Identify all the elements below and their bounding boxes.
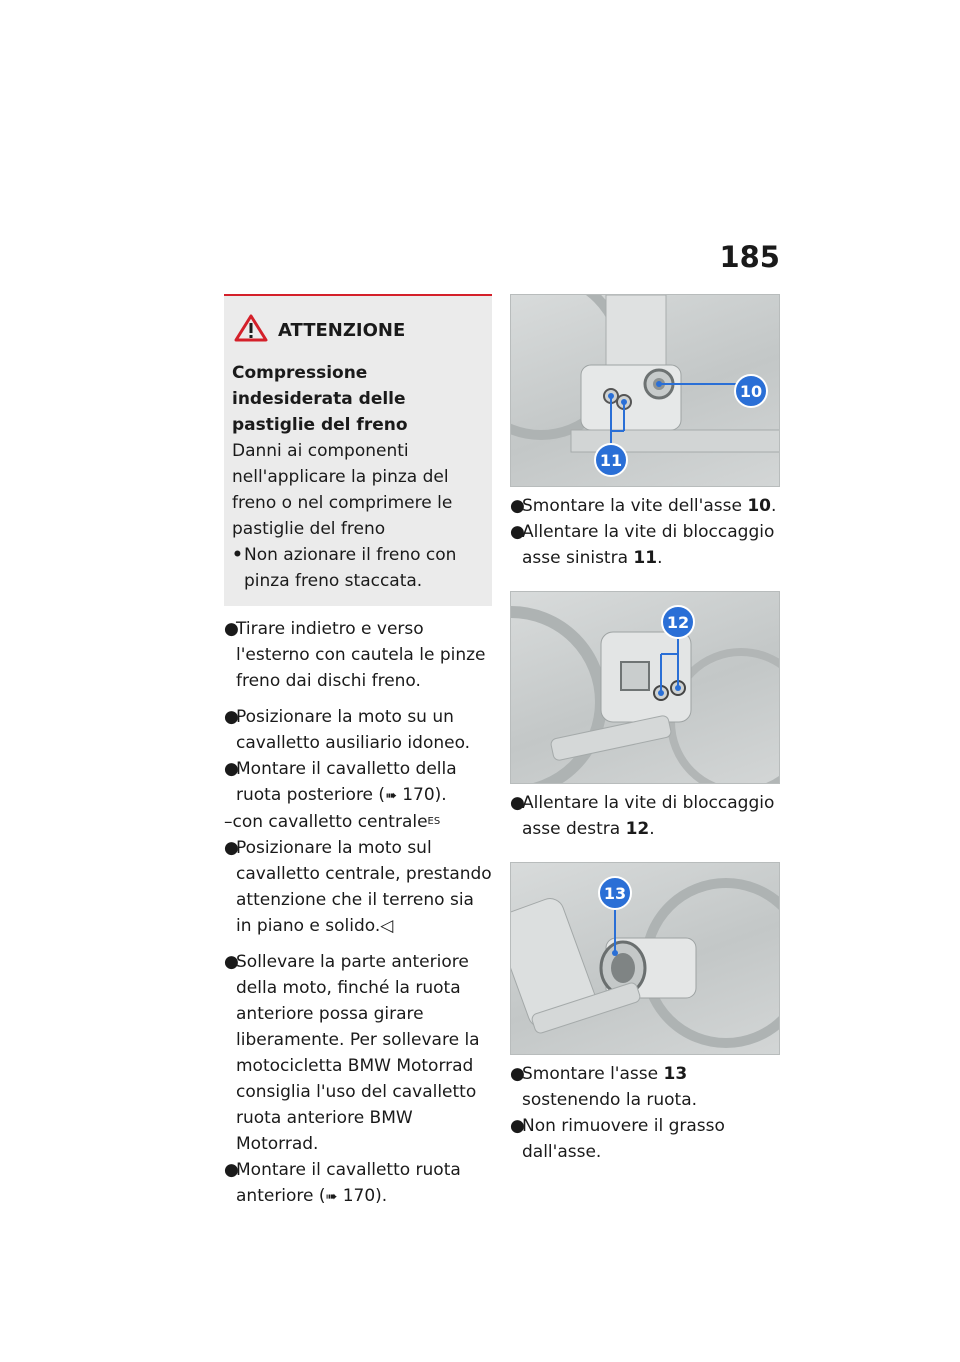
step-text: Tirare indietro e verso l'esterno con cautela le pinze freno dai dischi freno. <box>236 619 486 691</box>
step-text: Posizionare la moto sul cavalletto centrale, prestando attenzione che il terreno sia in piano e solido. <box>236 838 492 936</box>
right-steps-2 <box>510 790 780 842</box>
step-item <box>510 493 780 519</box>
warning-bullet <box>232 542 484 594</box>
step-callout-number: 12 <box>625 819 650 839</box>
step-text: Montare il cavalletto ruota anteriore ( <box>236 1160 461 1206</box>
callout-11-label: 11 <box>599 451 623 470</box>
step-text-part: . <box>770 496 777 516</box>
step-text: Non rimuovere il grasso dall'asse. <box>522 1116 725 1162</box>
dash-icon: – <box>224 812 233 832</box>
step-text-part: Smontare l'asse <box>522 1064 664 1084</box>
step-item <box>224 949 492 1157</box>
page-reference[interactable]: 170). <box>342 1186 388 1206</box>
page-reference-arrow-icon[interactable]: ➠ <box>325 1189 338 1205</box>
page-reference[interactable]: 170). <box>402 785 447 805</box>
bullet-dot-icon: ● <box>510 1064 525 1084</box>
bullet-dot-icon: ● <box>224 619 239 639</box>
right-steps-3 <box>510 1061 780 1165</box>
bullet-dot-icon: ● <box>510 522 525 542</box>
warning-bullet-text: Non azionare il freno con pinza freno staccata. <box>244 545 457 591</box>
warning-box <box>224 294 492 606</box>
bullet-dot-icon: ● <box>224 1160 239 1180</box>
step-text-part: sostenendo la ruota. <box>522 1090 698 1110</box>
step-text <box>522 519 780 571</box>
bullet-dot-icon: • <box>232 545 243 565</box>
step-text: Posizionare la moto su un cavalletto ausiliario idoneo. <box>236 707 471 753</box>
step-callout-number: 10 <box>747 496 771 516</box>
step-text-with-ref <box>236 756 492 809</box>
warning-subtitle: Compressione indesiderata delle pastiglie del freno <box>232 363 408 435</box>
step-text <box>522 493 780 519</box>
step-text-with-ref <box>236 1157 492 1210</box>
step-item <box>510 519 780 571</box>
figure-axle-screw-photo <box>510 294 780 487</box>
end-mark-icon: ◁ <box>380 916 394 936</box>
warning-label: ATTENZIONE <box>278 319 406 341</box>
condition-text: con cavalletto centrale <box>232 812 428 832</box>
step-item <box>224 704 492 756</box>
step-callout-number: 11 <box>633 548 658 568</box>
right-steps-1 <box>510 493 780 571</box>
bullet-dot-icon: ● <box>224 759 239 779</box>
step-text-part: . <box>649 819 655 839</box>
step-item <box>224 1157 492 1210</box>
step-text-part: Smontare la vite dell'asse <box>522 496 748 516</box>
step-item <box>510 1061 780 1113</box>
bullet-dot-icon: ● <box>510 793 525 813</box>
bullet-dot-icon: ● <box>510 1116 525 1136</box>
step-text: Sollevare la parte anteriore della moto, finché la ruota anteriore possa girare liberamente. Per sollevare la motocicletta BMW Motorrad consiglia l'uso del cavalletto ruota anteriore BMW Motorrad. <box>236 952 480 1154</box>
page-reference-arrow-icon[interactable]: ➠ <box>385 788 397 804</box>
figure-right-clamp-screw-photo <box>510 591 780 784</box>
condition-superscript: ES <box>427 816 441 827</box>
step-text <box>522 790 780 842</box>
bullet-dot-icon: ● <box>224 838 239 858</box>
warning-body: Danni ai componenti nell'applicare la pinza del freno o nel comprimere le pastiglie del freno <box>232 441 453 539</box>
step-item <box>224 616 492 694</box>
step-text-part: Allentare la vite di bloccaggio asse destra <box>522 793 775 839</box>
step-text-part: Allentare la vite di bloccaggio asse sinistra <box>522 522 775 568</box>
step-item <box>510 1113 780 1165</box>
page-number: 185 <box>719 240 780 274</box>
step-item <box>224 756 492 809</box>
figure-axle-removal-photo <box>510 862 780 1055</box>
step-text-with-end <box>236 835 492 939</box>
step-text <box>522 1061 780 1113</box>
step-callout-number: 13 <box>663 1064 688 1084</box>
bullet-dot-icon: ● <box>510 496 525 516</box>
callout-12-label: 12 <box>666 613 690 632</box>
condition-row <box>224 809 492 835</box>
left-column <box>224 294 492 1210</box>
callout-10-label: 10 <box>739 382 763 401</box>
callout-13-label: 13 <box>603 884 627 903</box>
bullet-dot-icon: ● <box>224 952 239 972</box>
right-column <box>510 294 780 1165</box>
step-item <box>510 790 780 842</box>
step-text-part: . <box>657 548 663 568</box>
step-text: Montare il cavalletto della ruota posteriore ( <box>236 759 457 805</box>
step-item <box>224 835 492 939</box>
warning-header <box>234 314 484 346</box>
bullet-dot-icon: ● <box>224 707 239 727</box>
warning-triangle-icon <box>234 314 268 346</box>
